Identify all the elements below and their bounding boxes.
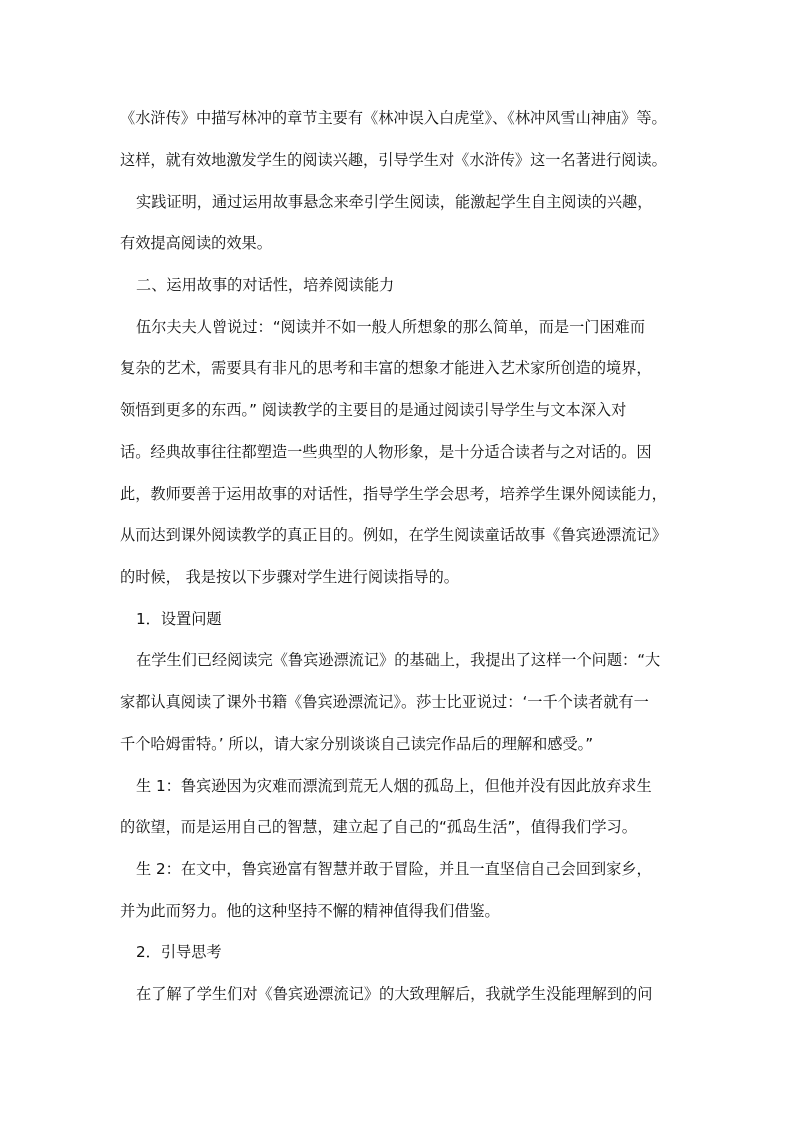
paragraph-line: 领悟到更多的东西。” 阅读教学的主要目的是通过阅读引导学生与文本深入对 (120, 401, 627, 419)
paragraph-line: 有效提高阅读的效果。 (120, 234, 272, 252)
paragraph-line: 并为此而努力。他的这种坚持不懈的精神值得我们借鉴。 (120, 902, 500, 920)
paragraph-line: 从而达到课外阅读教学的真正目的。例如，在学生阅读童话故事《鲁宾逊漂流记》 (120, 526, 667, 544)
paragraph-line: 《水浒传》中描写林冲的章节主要有《林冲误入白虎堂》、《林冲风雪山神庙》等。 (120, 109, 667, 127)
paragraph-line: 在学生们已经阅读完《鲁宾逊漂流记》的基础上，我提出了这样一个问题：“大 (136, 651, 661, 669)
paragraph-line: 话。经典故事往往都塑造一些典型的人物形象，是十分适合读者与之对话的。因 (120, 443, 652, 461)
paragraph-line: 生 1：鲁宾逊因为灾难而漂流到荒无人烟的孤岛上，但他并没有因此放弃求生 (136, 777, 652, 795)
paragraph-line: 伍尔夫夫人曾说过：“阅读并不如一般人所想象的那么简单，而是一门困难而 (136, 318, 646, 336)
paragraph-line: 家都认真阅读了课外书籍《鲁宾逊漂流记》。莎士比亚说过：‘一千个读者就有一 (120, 693, 649, 711)
paragraph-line: 千个哈姆雷特。’ 所以，请大家分别谈谈自己读完作品后的理解和感受。” (120, 735, 594, 753)
section-heading: 二、运用故事的对话性，培养阅读能力 (136, 276, 395, 294)
paragraph-line: 生 2：在文中，鲁宾逊富有智慧并敢于冒险，并且一直坚信自己会回到家乡， (136, 860, 652, 878)
paragraph-line: 这样，就有效地激发学生的阅读兴趣，引导学生对《水浒传》这一名著进行阅读。 (120, 151, 667, 169)
paragraph-line: 此，教师要善于运用故事的对话性，指导学生学会思考，培养学生课外阅读能力， (120, 485, 667, 503)
paragraph-line: 实践证明，通过运用故事悬念来牵引学生阅读，能激起学生自主阅读的兴趣， (136, 193, 653, 211)
paragraph-line: 的欲望，而是运用自己的智慧，建立起了自己的“孤岛生活”，值得我们学习。 (120, 818, 637, 836)
subsection-heading: 2．引导思考 (136, 943, 222, 961)
paragraph-line: 在了解了学生们对《鲁宾逊漂流记》的大致理解后，我就学生没能理解到的问 (136, 985, 653, 1003)
paragraph-line: 的时候， 我是按以下步骤对学生进行阅读指导的。 (120, 568, 459, 586)
subsection-heading: 1．设置问题 (136, 610, 222, 628)
paragraph-line: 复杂的艺术，需要具有非凡的思考和丰富的想象才能进入艺术家所创造的境界， (120, 359, 652, 377)
